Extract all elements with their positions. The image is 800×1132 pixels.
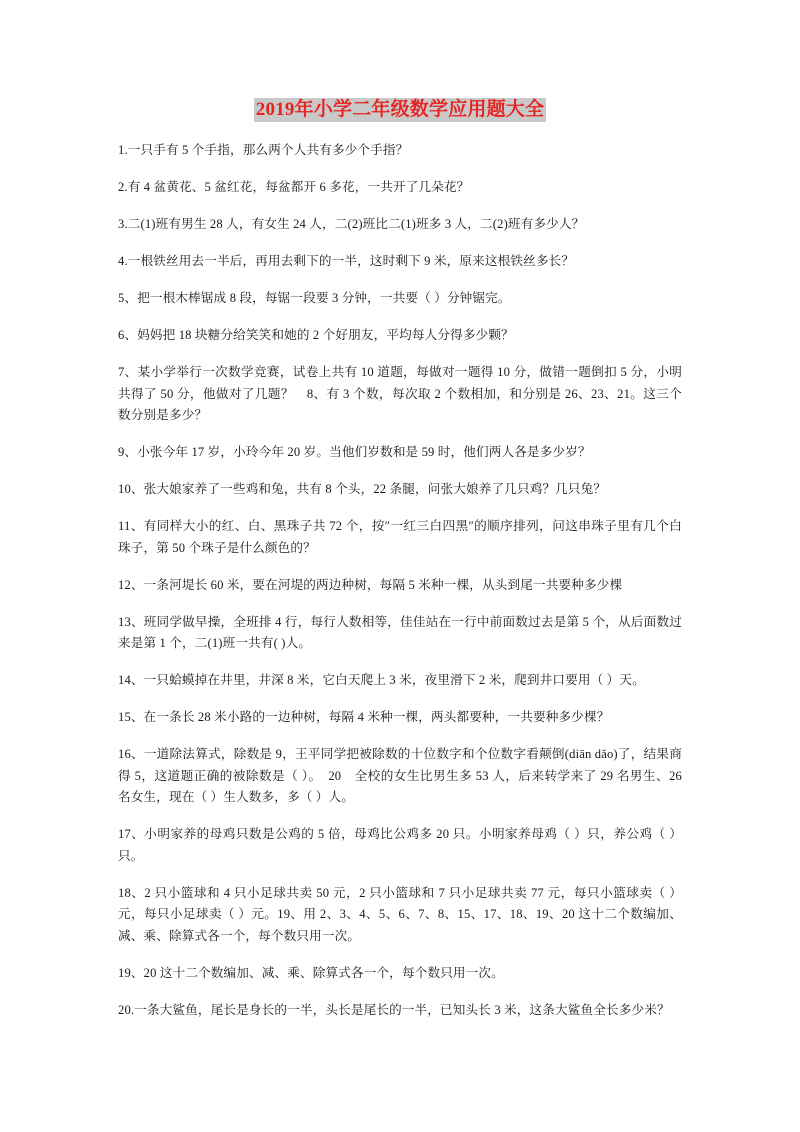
problem-item: 3.二(1)班有男生 28 人，有女生 24 人，二(2)班比二(1)班多 3 人，二(2)班有多少人？ [118, 217, 585, 231]
problem-item: 4.一根铁丝用去一半后，再用去剩下的一半，这时剩下 9 米，原来这根铁丝多长？ [118, 254, 575, 268]
problem-item: 15、在一条长 28 米小路的一边种树，每隔 4 米种一棵，两头都要种，一共要种多少棵？ [118, 710, 610, 724]
page-title [118, 0, 682, 123]
problem-item: 20.一条大鲨鱼，尾长是身长的一半，头长是尾长的一半，已知头长 3 米，这条大鲨鱼全长多少米？ [118, 1002, 670, 1017]
problem-item: 10、张大娘家养了一些鸡和兔，共有 8 个头，22 条腿，问张大娘养了几只鸡？几只兔？ [118, 482, 607, 496]
problem-item: 7、某小学举行一次数学竞赛，试卷上共有 10 道题，每做对一题得 10 分，做错一题倒扣 5 分，小明共得了 50 分，他做对了几题？ 8、有 3 个数，每次取 2 个数相加，和分别是 26、23、21。这三个数分别是多少？ [118, 365, 682, 422]
problem-item: 17、小明家养的母鸡只数是公鸡的 5 倍，母鸡比公鸡多 20 只。小明家养母鸡（ ）只，养公鸡（ ）只。 [118, 827, 682, 863]
problem-list [118, 140, 682, 1021]
problem-item: 11、有同样大小的红、白、黑珠子共 72 个，按″一红三白四黑″的顺序排列，问这串珠子里有几个白珠子，第 50 个珠子是什么颜色的？ [118, 519, 682, 555]
problem-item: 16、一道除法算式，除数是 9，王平同学把被除数的十位数字和个位数字看颠倒(diān dǎo)了，结果商得 5，这道题正确的被除数是（ ）。 20 全校的女生比男生多 53 人，后来转学来了 29 名男生、26 名女生，现在（ ）生人数多，多（ ）人。 [118, 747, 682, 804]
problem-item: 13、班同学做早操，全班排 4 行，每行人数相等，佳佳站在一行中前面数过去是第 5 个，从后面数过来是第 1 个，二(1)班一共有( )人。 [118, 614, 682, 650]
problem-item: 5、把一根木棒锯成 8 段，每锯一段要 3 分钟，一共要（ ）分钟锯完。 [118, 291, 511, 305]
problem-item: 6、妈妈把 18 块糖分给笑笑和她的 2 个好朋友，平均每人分得多少颗？ [118, 328, 514, 342]
page-title-text: 2019年小学二年级数学应用题大全 [255, 99, 545, 120]
problem-item: 19、20 这十二个数编加、减、乘、除算式各一个，每个数只用一次。 [118, 965, 504, 980]
problem-item: 9、小张今年 17 岁，小玲今年 20 岁。当他们岁数和是 59 时，他们两人各是多少岁？ [118, 445, 591, 459]
problem-item: 1.一只手有 5 个手指，那么两个人共有多少个手指？ [118, 143, 409, 157]
problem-item: 14、一只蛤蟆掉在井里，井深 8 米，它白天爬上 3 米，夜里滑下 2 米，爬到井口要用（ ）天。 [118, 673, 645, 687]
problem-item: 2.有 4 盆黄花、5 盆红花，每盆都开 6 多花，一共开了几朵花？ [118, 180, 470, 194]
problem-item: 12、一条河堤长 60 米，要在河堤的两边种树，每隔 5 米种一棵，从头到尾一共要种多少棵 [118, 577, 623, 592]
problem-item: 18、2 只小篮球和 4 只小足球共卖 50 元，2 只小篮球和 7 只小足球共卖 77 元，每只小篮球卖（ ）元，每只小足球卖（ ）元。19、用 2、3、4、5、6、7、8、15、17、18、19、20 这十二个数编加、减、乘、除算式各一个，每个数只用一次。 [118, 885, 682, 943]
